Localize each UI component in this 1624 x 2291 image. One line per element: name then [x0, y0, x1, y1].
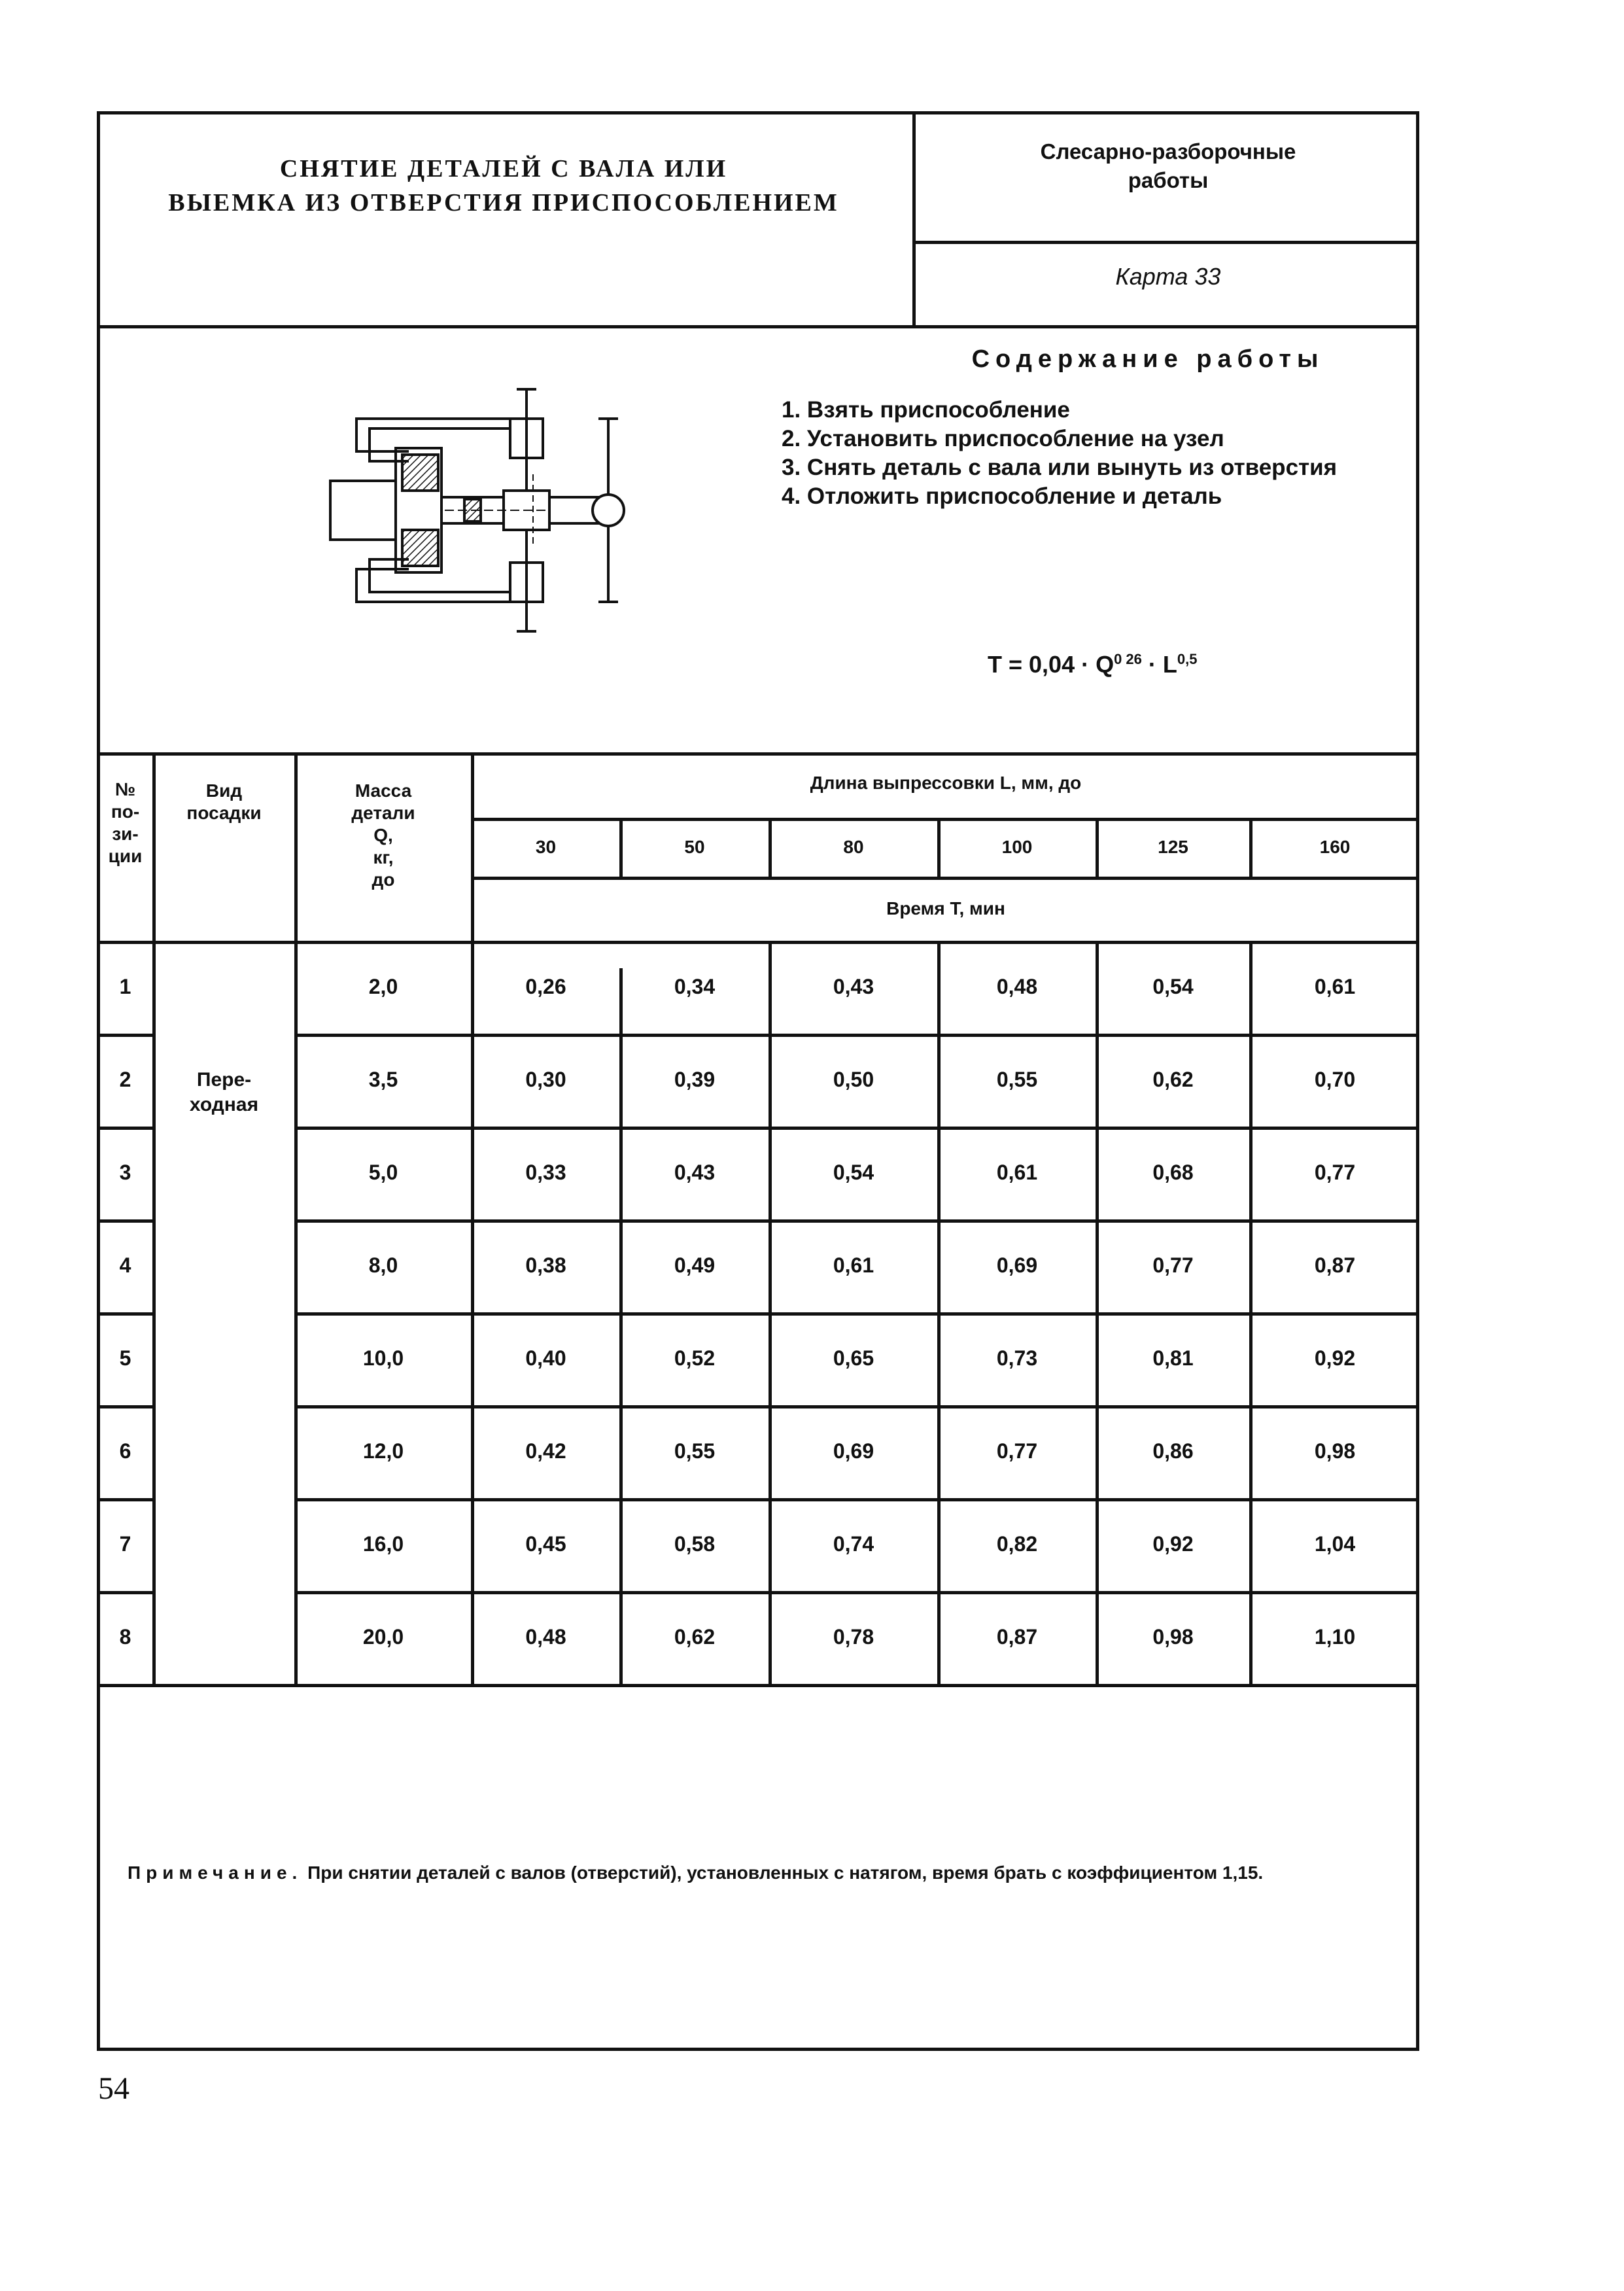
card-divider: [914, 241, 1419, 244]
time-cell: 0,98: [1314, 1439, 1356, 1463]
time-cell: 0,33: [525, 1161, 566, 1184]
time-cell: 0,61: [996, 1161, 1038, 1184]
data-col-rule-80: [769, 941, 772, 1684]
row-mass: 2,0: [368, 975, 398, 998]
time-cell: 0,49: [674, 1253, 716, 1277]
data-col-rule-100: [937, 941, 941, 1684]
lengths-bottom-line: [471, 877, 1419, 880]
row-position: 1: [119, 975, 131, 998]
page-number: 54: [98, 2071, 130, 2106]
time-cell: 0,62: [674, 1625, 716, 1649]
row-mass: 3,5: [368, 1068, 398, 1091]
row-mass: 5,0: [368, 1161, 398, 1184]
time-cell: 0,62: [1152, 1068, 1194, 1091]
row-position: 3: [119, 1161, 131, 1184]
col-header-fit: Вид посадки: [186, 780, 262, 823]
row-mass: 10,0: [362, 1346, 404, 1370]
row-mass: 12,0: [362, 1439, 404, 1463]
time-cell: 0,69: [996, 1253, 1038, 1277]
content-title: Содержание работы: [971, 345, 1324, 373]
time-cell: 0,61: [833, 1253, 874, 1277]
row-rule-2: [97, 1034, 152, 1037]
col-header-mass: Масса детали Q, кг, до: [351, 780, 415, 890]
row-position: 6: [119, 1439, 131, 1463]
time-cell: 0,87: [1314, 1253, 1356, 1277]
time-cell: 0,50: [833, 1068, 874, 1091]
row-rule-7: [97, 1498, 152, 1501]
time-cell: 0,61: [1314, 975, 1356, 998]
length-80: 80: [843, 837, 864, 857]
note-label: Примечание.: [128, 1863, 303, 1883]
time-cell: 0,48: [525, 1625, 566, 1649]
document-title: СНЯТИЕ ДЕТАЛЕЙ С ВАЛА ИЛИ ВЫЕМКА ИЗ ОТВЕРСТИЯ ПРИСПОСОБЛЕНИЕМ: [168, 155, 839, 217]
fit-type: Пере- ходная: [189, 1069, 259, 1115]
time-cell: 0,39: [674, 1068, 716, 1091]
lengths-top-line: [471, 818, 1419, 821]
row-position: 7: [119, 1532, 131, 1556]
time-cell: 0,55: [674, 1439, 716, 1463]
time-cell: 0,48: [996, 975, 1038, 998]
length-125: 125: [1158, 837, 1188, 857]
time-cell: 0,78: [833, 1625, 874, 1649]
length-30: 30: [535, 837, 557, 857]
note-text: При снятии деталей с валов (отверстий), установленных с натягом, время брать с коэффициентом 1,15.: [302, 1863, 1264, 1883]
time-cell: 0,40: [525, 1346, 566, 1370]
step-item: 1. Взять приспособление: [782, 397, 1070, 423]
row-rule-8: [97, 1591, 152, 1594]
row-position: 8: [119, 1625, 131, 1649]
note: [128, 1860, 1403, 1886]
row-rule-6: [97, 1405, 152, 1408]
time-cell: 0,34: [674, 975, 716, 998]
time-cell: 0,43: [674, 1161, 716, 1184]
puller-drawing: [311, 379, 664, 641]
time-cell: 0,42: [525, 1439, 566, 1463]
time-cell: 0,82: [996, 1532, 1038, 1556]
row-rule-4: [97, 1219, 152, 1223]
work-steps: [782, 396, 1337, 511]
step-item: 4. Отложить приспособление и деталь: [782, 483, 1222, 509]
row-mass: 16,0: [362, 1532, 404, 1556]
time-cell: 0,55: [996, 1068, 1038, 1091]
time-cell: 0,74: [833, 1532, 874, 1556]
col-header-position: № по- зи- ции: [108, 779, 143, 866]
row-position: 4: [119, 1253, 131, 1277]
row-position: 2: [119, 1068, 131, 1091]
time-cell: 0,45: [525, 1532, 566, 1556]
time-cell: 0,38: [525, 1253, 566, 1277]
header-bottom-line: [97, 325, 1419, 328]
time-cell: 0,87: [996, 1625, 1038, 1649]
row-rule-5: [97, 1312, 152, 1316]
length-160: 160: [1319, 837, 1351, 857]
time-cell: 0,69: [833, 1439, 874, 1463]
card-number: Карта 33: [1115, 263, 1221, 290]
time-cell: 0,52: [674, 1346, 716, 1370]
time-cell: 0,65: [833, 1346, 874, 1370]
time-header: Время T, мин: [886, 898, 1005, 918]
time-cell: 0,70: [1314, 1068, 1356, 1091]
time-cell: 0,26: [525, 975, 566, 998]
time-cell: 0,43: [833, 975, 874, 998]
data-col-rule-160: [1249, 941, 1253, 1684]
time-formula: $T = 0,04 \cdot Q^{0 26} \cdot L^{0,5}$: [988, 651, 1198, 678]
time-cell: 0,92: [1152, 1532, 1194, 1556]
step-item: 3. Снять деталь с вала или вынуть из отверстия: [782, 455, 1338, 480]
time-cell: 0,58: [674, 1532, 716, 1556]
time-cell: 0,73: [996, 1346, 1038, 1370]
time-cell: 0,30: [525, 1068, 566, 1091]
row-position: 5: [119, 1346, 131, 1370]
col-rule-pos: [152, 752, 156, 1686]
row-mass: 8,0: [368, 1253, 398, 1277]
time-cell: 0,81: [1152, 1346, 1194, 1370]
length-header: Длина выпрессовки L, мм, до: [810, 773, 1082, 793]
time-cell: 0,54: [833, 1161, 874, 1184]
length-50: 50: [684, 837, 705, 857]
header-divider: [912, 111, 916, 327]
row-mass: 20,0: [362, 1625, 404, 1649]
time-cell: 0,54: [1152, 975, 1194, 998]
time-cell: 0,77: [1152, 1253, 1194, 1277]
time-cell: 1,04: [1314, 1532, 1356, 1556]
time-cell: 0,98: [1152, 1625, 1194, 1649]
work-category: Слесарно-разборочные работы: [1040, 139, 1296, 192]
time-cell: 0,68: [1152, 1161, 1194, 1184]
time-cell: 0,77: [1314, 1161, 1356, 1184]
time-cell: 1,10: [1314, 1625, 1356, 1649]
length-100: 100: [1001, 837, 1033, 857]
data-col-rule-125: [1096, 941, 1099, 1684]
time-cell: 0,77: [996, 1439, 1038, 1463]
step-item: 2. Установить приспособление на узел: [782, 426, 1224, 451]
time-cell: 0,92: [1314, 1346, 1356, 1370]
row-rule-3: [97, 1127, 152, 1130]
time-cell: 0,86: [1152, 1439, 1194, 1463]
